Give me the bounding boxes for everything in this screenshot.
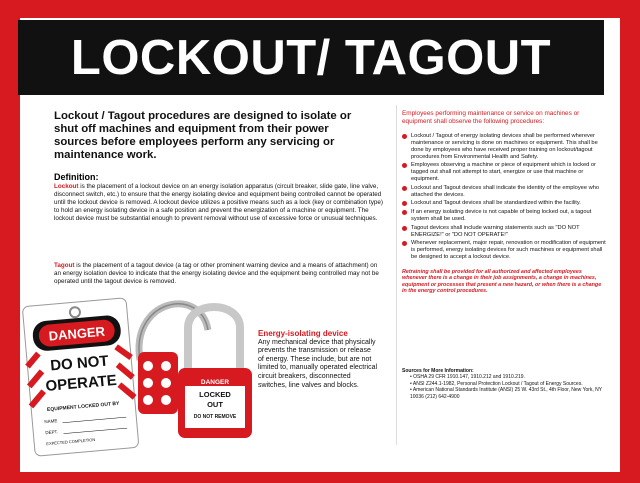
lockout-term: Lockout	[54, 183, 79, 190]
right-column	[402, 110, 607, 295]
intro-text: Lockout / Tagout procedures are designed to isolate or shut off machines and equipment from their power sources before employees perform any servicing or maintenance work.	[54, 110, 352, 161]
sources-list	[402, 374, 607, 400]
procedures-heading: Employees performing maintenance or service on machines or equipment shall observe the following procedures:	[402, 110, 580, 125]
retraining-note: Retraining shall be provided for all authorized and affected employees whenever there is a change in their job assignments, a change in machines, equipment or processes that present a new hazard, or when there is a change in the energy control procedures.	[402, 268, 602, 295]
tag-line2: OPERATE	[44, 371, 118, 396]
tagout-term: Tagout	[54, 262, 75, 269]
column-divider	[396, 105, 397, 445]
procedure-item: Lockout / Tagout of energy isolating devices shall be performed wherever maintenance or servicing is done on machines or equipment. This shall be done by employees who have received proper training on lockout/tagout procedures from Environmental Health and Safety.	[402, 133, 607, 160]
definition-heading: Definition:	[54, 172, 99, 182]
tag-header: DANGER	[48, 323, 106, 344]
procedure-item: Employees observing a machine or piece of equipment which is locked or tagged out shall not attempt to start, energize or use that machine or equipment.	[402, 162, 607, 182]
lockout-def-text: is the placement of a lockout device on an energy isolation apparatus (circuit breaker, slide gate, line valve, disconnect switch, etc.) to ensure that the energy isolating device and equipment being controlled cannot be operated until the lockout device is removed. A lockout device utilizes a positive means such as a lock (key or combination type) to hold an energy isolating device in a safe position and prevent the energization of a machine or equipment. The lockout device must be substantial enough to prevent removal without use of excessive force or unusual techniques.	[54, 183, 383, 222]
tag-field-completion: EXPECTED COMPLETION	[46, 436, 96, 447]
padlock-label-line2: OUT	[207, 400, 223, 409]
danger-tag-icon	[22, 298, 139, 456]
padlock-label-line1: LOCKED	[199, 390, 231, 399]
procedure-item: Lockout and Tagout devices shall be standardized within the facility.	[402, 200, 607, 207]
tag-line1: DO NOT	[49, 352, 110, 375]
padlock-label-line3: DO NOT REMOVE	[193, 414, 237, 420]
sources-heading: Sources for More Information:	[402, 368, 474, 374]
procedure-item: Tagout devices shall include warning statements such as "DO NOT ENERGIZE!" or "DO NOT OPERATE!"	[402, 225, 607, 239]
tag-field-dept: DEPT.	[45, 429, 59, 436]
tag-footer: EQUIPMENT LOCKED OUT BY	[46, 400, 120, 414]
procedure-item: Lockout and Tagout devices shall indicate the identity of the employee who attached the devices.	[402, 185, 607, 199]
tagout-def-text: is the placement of a tagout device (a tag or other prominent warning device and a means of attachment) on an energy isolation device to indicate that the energy isolating device and the equipment being controlled may not be operated until the tagout device is removed.	[54, 262, 379, 285]
procedure-item: If an energy isolating device is not capable of being locked out, a tagout system shall be used.	[402, 209, 607, 223]
procedure-item: Whenever replacement, major repair, renovation or modification of equipment is performed, energy isolating devices for such machines or equipment shall be designed to accept a lockout device.	[402, 240, 607, 260]
tag-field-name: NAME	[44, 418, 58, 425]
source-item: • American National Standards Institute (ANSI) 25 W. 43rd St., 4th Floor, New York, NY 10036 (212) 642-4900	[410, 387, 607, 400]
poster-title: LOCKOUT/ TAGOUT	[70, 30, 552, 85]
source-item: • ANSI Z244.1-1982, Personal Protection Lockout / Tagout of Energy Sources.	[410, 381, 607, 387]
source-item: • OSHA 29 CFR 1910.147, 1910.212 and 1910.219.	[410, 374, 607, 380]
padlock-label-header: DANGER	[200, 379, 230, 386]
procedures-list	[402, 133, 607, 261]
energy-term: Energy-isolating device	[258, 329, 348, 338]
energy-def-text: Any mechanical device that physically prevents the transmission or release of energy. These include, but are not limited to, manually operated electrical circuit breakers, disconnected switches, line valves and blocks.	[258, 338, 378, 389]
sources-box	[402, 368, 607, 400]
